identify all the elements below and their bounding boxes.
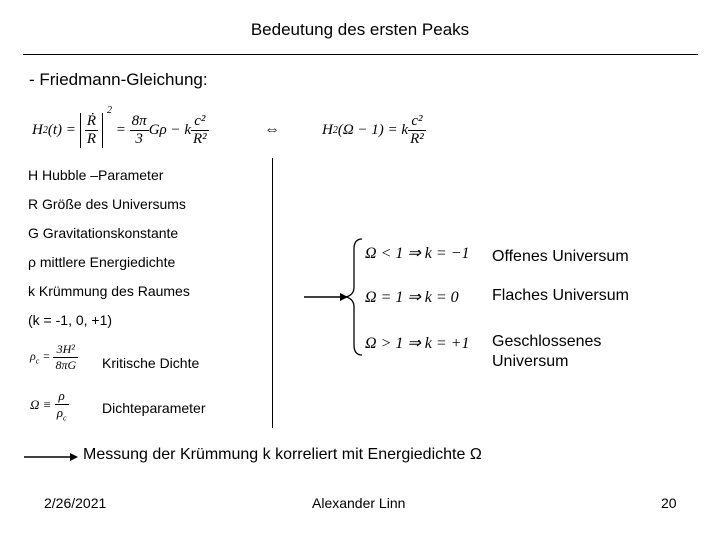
critical-density-formula: $\rho_c$ = $\frac{\text{3H²}}{8\pi G}$ [30, 342, 77, 372]
critical-density-label: Kritische Dichte [102, 355, 200, 371]
density-parameter-formula: Ω ≡ $\frac{\rho}{\rho_c}$ [30, 388, 67, 423]
case-closed-label: Geschlossenes Universum [492, 333, 602, 370]
case-flat-equation: Ω = 1 ⇒ k = 0 [365, 289, 459, 306]
case-open-label: Offenes Universum [492, 248, 629, 265]
definition-k-values: (k = -1, 0, +1) [28, 312, 113, 328]
case-flat-label: Flaches Universum [492, 287, 629, 304]
equivalence-symbol: ⇔ [264, 121, 280, 138]
case-closed-equation: Ω > 1 ⇒ k = +1 [365, 335, 470, 352]
density-parameter-label: Dichteparameter [102, 400, 206, 416]
conclusion-text: Messung der Krümmung k korreliert mit Energiedichte Ω [83, 446, 482, 463]
cases-brace-graphic [300, 235, 370, 360]
friedmann-equation-omega: H 2 (Ω − 1) = k $\frac{\text{c²}}{\text{R²}}$ [322, 112, 424, 147]
section-heading: - Friedmann-Gleichung: [29, 70, 208, 89]
footer-page-number: 20 [661, 495, 677, 511]
definition-k: k Krümmung des Raumes [28, 283, 190, 299]
conclusion-arrow [22, 450, 80, 464]
curly-brace [346, 239, 362, 355]
friedmann-equation: H 2 (t) = $\frac{\text{Ṙ}}{R}$ $^2$ = $\frac{8\pi}{3}$ Gρ − k $\frac{\text{c²}}{\text{R²}}$ [32, 104, 207, 147]
title-divider [23, 54, 698, 55]
definition-h: H Hubble –Parameter [28, 167, 164, 183]
case-open-equation: Ω < 1 ⇒ k = −1 [365, 245, 470, 262]
definition-g: G Gravitationskonstante [28, 225, 179, 241]
footer-date: 2/26/2021 [44, 495, 107, 511]
definition-rho: ρ mittlere Energiedichte [28, 254, 176, 270]
vertical-divider [272, 158, 273, 428]
slide-title: Bedeutung des ersten Peaks [250, 20, 470, 39]
definition-r: R Größe des Universums [28, 196, 186, 212]
footer-author: Alexander Linn [312, 495, 406, 511]
